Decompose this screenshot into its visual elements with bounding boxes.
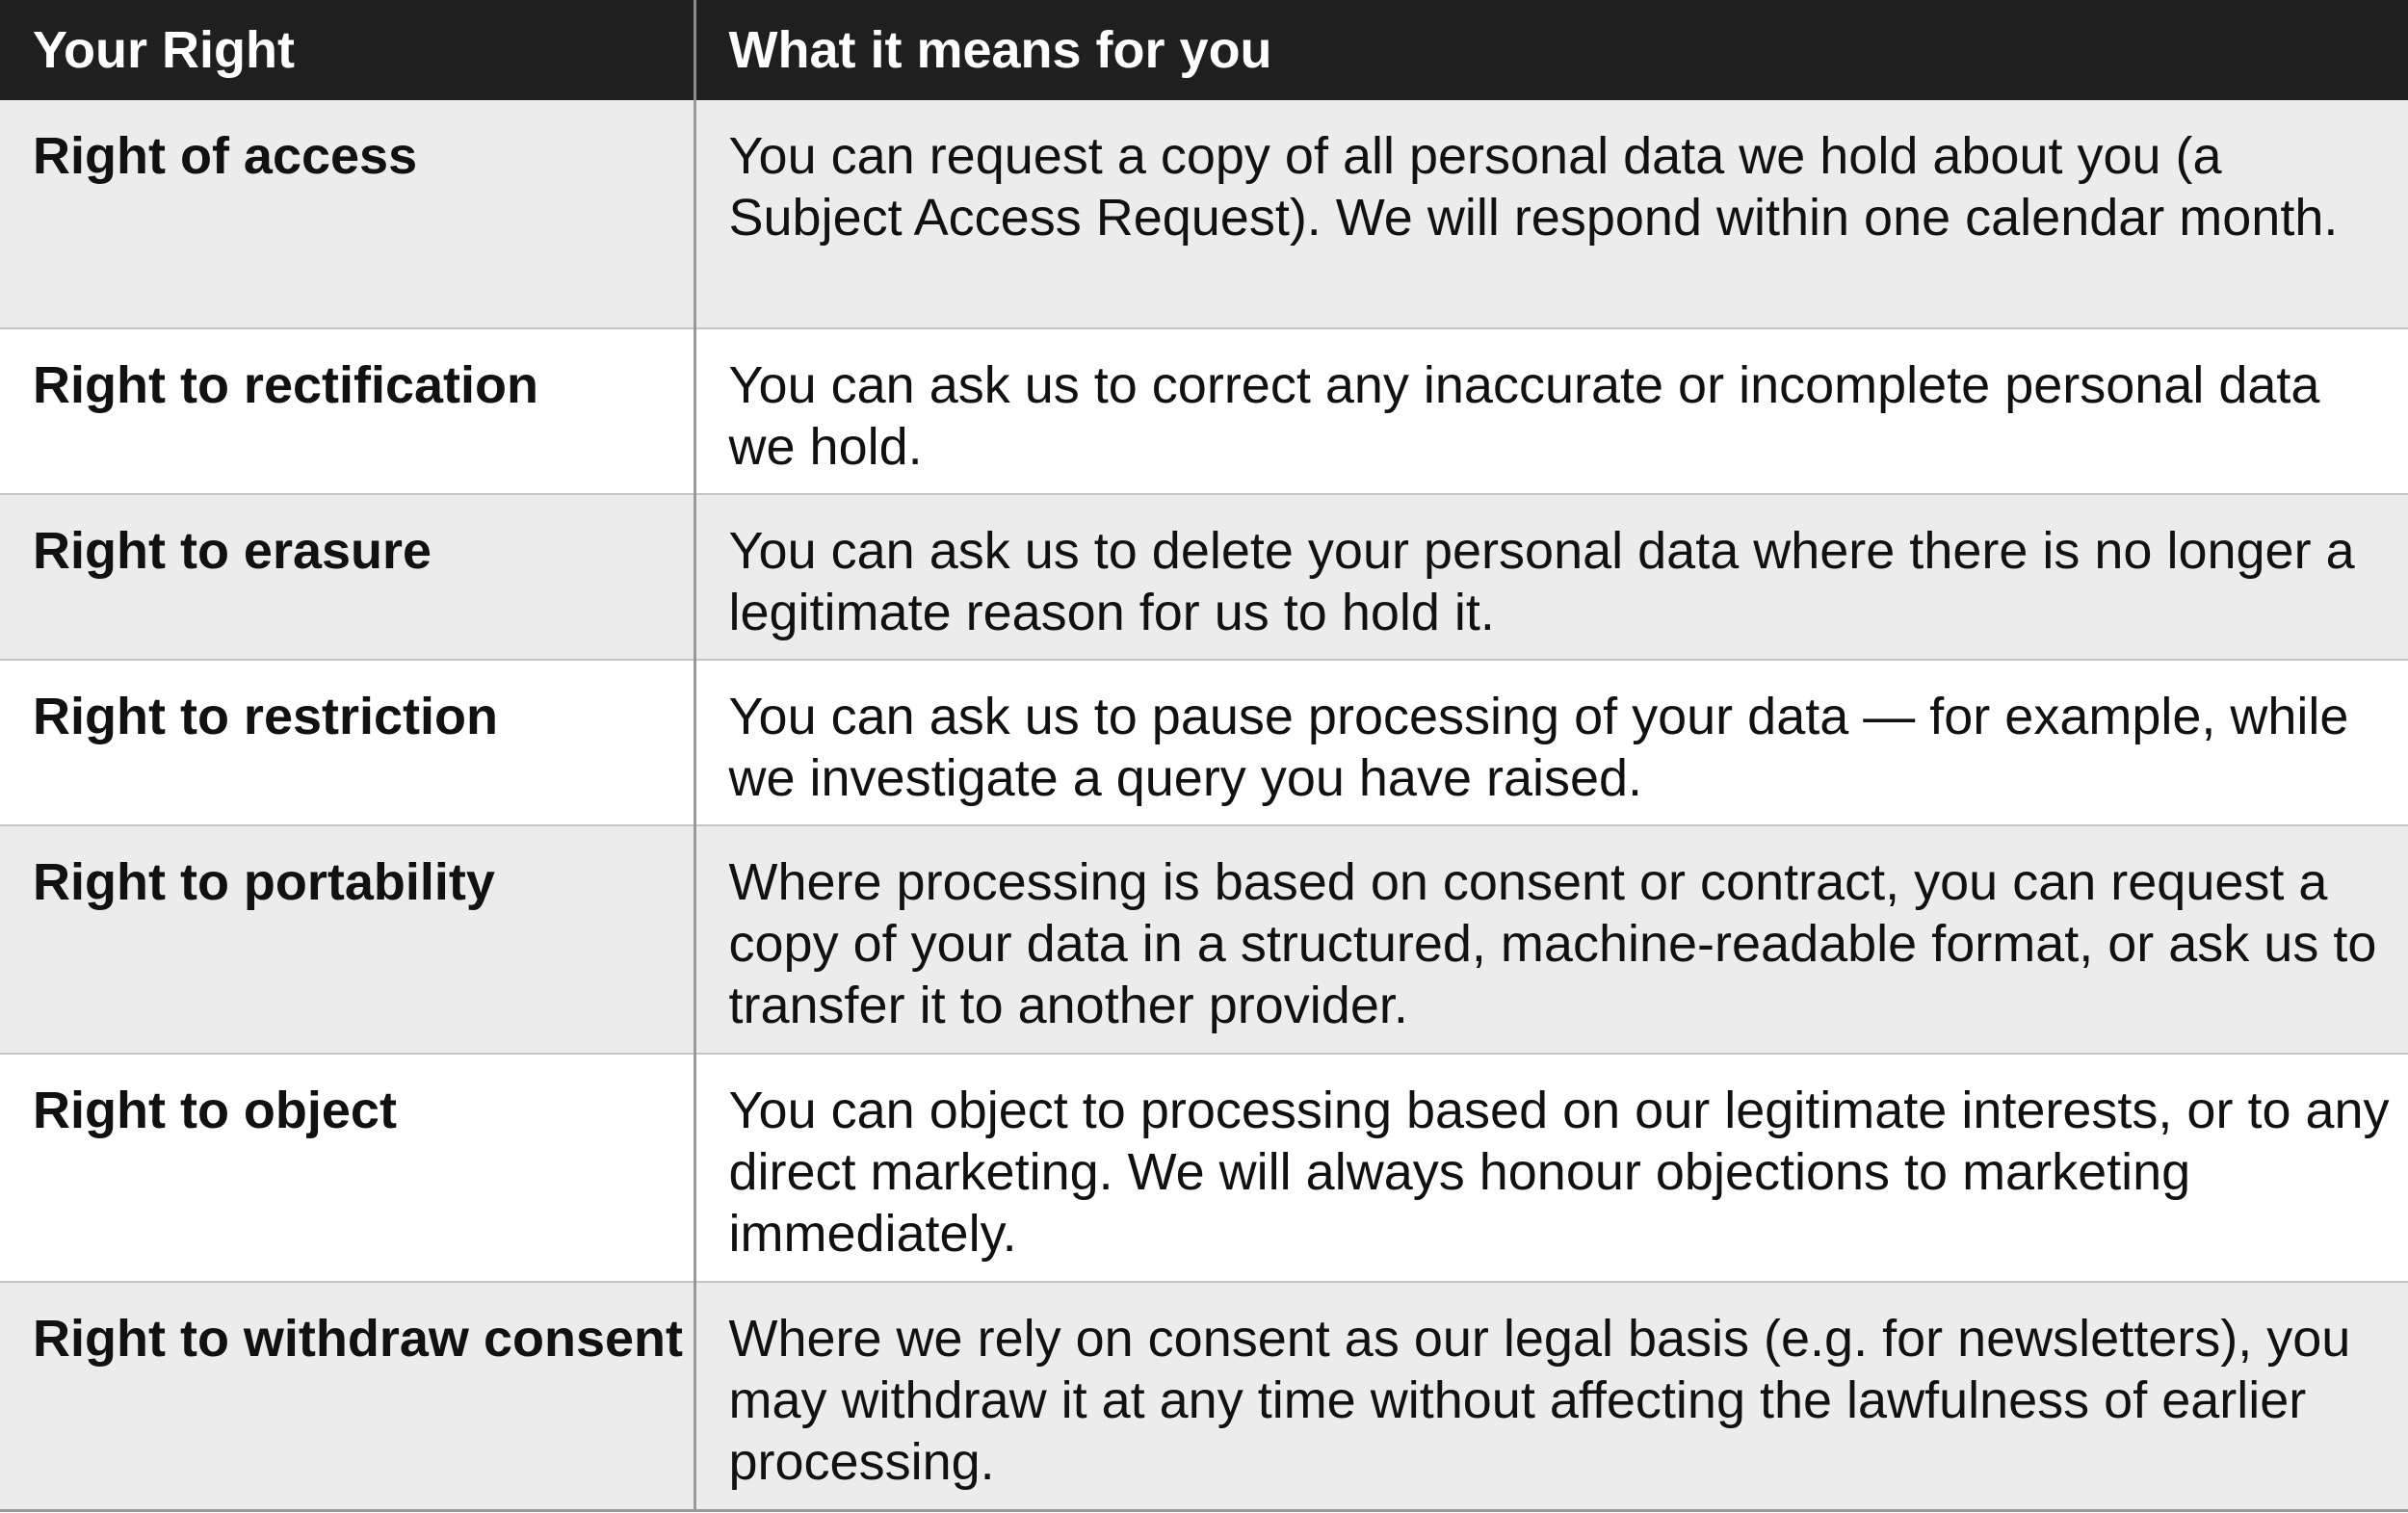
right-description: Where processing is based on consent or contract, you can request a copy of your data in a structured, machine-readable format, or ask us to transfer it to another provider.	[694, 825, 2408, 1054]
right-description: You can ask us to correct any inaccurate or incomplete personal data we hold.	[694, 328, 2408, 494]
table-row	[0, 660, 2408, 825]
table-row	[0, 100, 2408, 328]
right-description: You can ask us to delete your personal data where there is no longer a legitimate reason for us to hold it.	[694, 494, 2408, 660]
table-row	[0, 825, 2408, 1054]
right-name: Right to rectification	[0, 328, 694, 494]
header-what-it-means: What it means for you	[694, 0, 2408, 100]
right-name: Right to portability	[0, 825, 694, 1054]
right-name: Right to restriction	[0, 660, 694, 825]
header-row	[0, 0, 2408, 100]
table-header	[0, 0, 2408, 100]
right-description: You can request a copy of all personal data we hold about you (a Subject Access Request). We will respond within one calendar month.	[694, 100, 2408, 328]
right-description: Where we rely on consent as our legal basis (e.g. for newsletters), you may withdraw it at any time without affecting the lawfulness of earlier processing.	[694, 1282, 2408, 1510]
header-your-right: Your Right	[0, 0, 694, 100]
table-row	[0, 1282, 2408, 1510]
right-name: Right to erasure	[0, 494, 694, 660]
right-description: You can object to processing based on our legitimate interests, or to any direct marketing. We will always honour objections to marketing immediately.	[694, 1054, 2408, 1282]
right-name: Right of access	[0, 100, 694, 328]
right-name: Right to object	[0, 1054, 694, 1282]
right-description: You can ask us to pause processing of your data — for example, while we investigate a query you have raised.	[694, 660, 2408, 825]
right-name: Right to withdraw consent	[0, 1282, 694, 1510]
table-row	[0, 1054, 2408, 1282]
table-row	[0, 328, 2408, 494]
table-row	[0, 494, 2408, 660]
table-body	[0, 100, 2408, 1510]
